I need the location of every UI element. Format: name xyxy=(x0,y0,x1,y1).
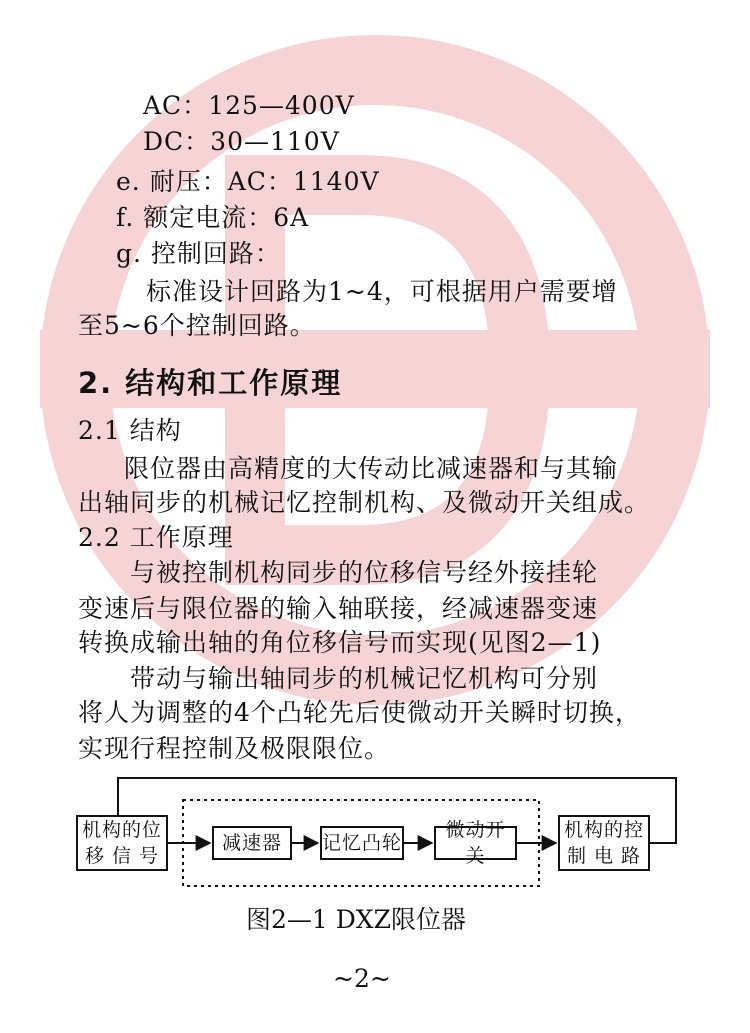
input-signal-line1: 机构的位 xyxy=(81,819,162,841)
subsection-structure: 2.1 结构 xyxy=(78,416,182,445)
principle-text-3: 转换成输出轴的角位移信号而实现(见图2—1) xyxy=(78,628,602,657)
memory-cam-box: 记忆凸轮 xyxy=(320,826,404,860)
page-number: ~2~ xyxy=(333,964,391,993)
spec-withstand-voltage: e. 耐压：AC：1140V xyxy=(116,167,380,196)
structure-text-2: 出轴同步的机械记忆控制机构、及微动开关组成。 xyxy=(78,488,651,517)
principle-text-1: 与被控制机构同步的位移信号经外接挂轮 xyxy=(130,558,599,587)
figure-caption: 图2—1 DXZ限位器 xyxy=(246,905,466,934)
principle-text-5: 将人为调整的4个凸轮先后使微动开关瞬时切换， xyxy=(78,698,641,727)
spec-dc: DC：30—110V xyxy=(143,127,340,156)
section-heading: 2. 结构和工作原理 xyxy=(78,366,343,400)
micro-switch-box: 微动开关 xyxy=(434,826,517,860)
spec-rated-current: f. 额定电流：6A xyxy=(116,203,310,232)
principle-text-6: 实现行程控制及极限限位。 xyxy=(78,734,391,763)
control-circuit-line1: 机构的控 xyxy=(563,819,644,841)
input-signal-box xyxy=(76,815,168,871)
principle-text-4: 带动与输出轴同步的机械记忆机构可分别 xyxy=(130,664,599,693)
structure-text-1: 限位器由高精度的大传动比减速器和与其输 xyxy=(124,454,619,483)
spec-ac: AC：125—400V xyxy=(143,91,355,120)
principle-text-2: 变速后与限位器的输入轴联接，经减速器变速 xyxy=(78,594,599,623)
control-circuit-text-2: 至5~6个控制回路。 xyxy=(78,311,316,340)
control-circuit-line2: 制 电 路 xyxy=(566,845,642,867)
control-circuit-box xyxy=(558,815,650,871)
input-signal-line2: 移 信 号 xyxy=(84,845,160,867)
spec-control-circuit: g. 控制回路： xyxy=(116,239,281,268)
control-circuit-text-1: 标准设计回路为1~4，可根据用户需要增 xyxy=(146,277,618,306)
subsection-principle: 2.2 工作原理 xyxy=(78,523,234,552)
reducer-box: 减速器 xyxy=(212,826,292,860)
